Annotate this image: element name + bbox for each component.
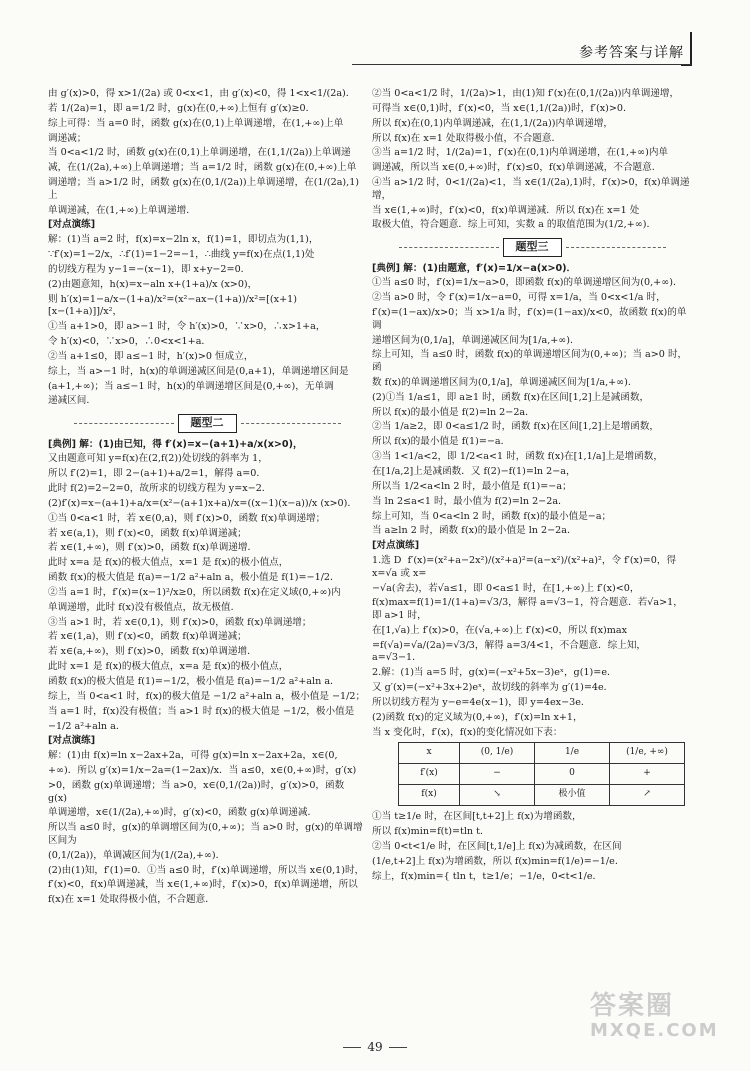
right-column [372,88,692,1028]
text-line: 综上可得：当 a=0 时，函数 g(x)在(0,1)上单调递增，在(1,+∞)上单 [48,117,344,129]
text-line: ①当 a+1>0，即 a>−1 时，令 h′(x)>0，∵x>0，∴x>1+a， [48,321,326,333]
text-line: ①当 t≥1/e 时，在区间[t,t+2]上 f(x)为增函数， [372,811,582,823]
text-line: 若 1/(2a)=1，即 a=1/2 时，g(x)在(0,+∞)上恒有 g′(x)≥0． [48,102,316,114]
text-line: (2)f′(x)=x−(a+1)+a/x=(x²−(a+1)x+a)/x=((x−1)(x−a))/x (x>0)． [48,497,357,509]
page-header [0,0,750,70]
text-line: 若 x∈(a,1)，则 f′(x)<0，函数 f(x)单调递减； [48,527,247,539]
text-line: f′(x)=(1−ax)/x>0；当 x>1/a 时，f′(x)=(1−ax)/x<0，故函数 f(x)的单调 [372,307,687,331]
text-line: >0，函数 g(x)单调递增；当 a>0，x∈(0,1/(2a))时，g′(x)>0，函数 g(x) [48,779,348,804]
text-line: 当 a=1 时，f(x)没有极值；当 a>1 时 f(x)的极大值是 −1/2，极小值是 [48,705,355,717]
table-cell: 0 [535,764,610,785]
table-cell: f′(x) [399,764,460,785]
text-line: f(x)在 x=1 处取得极小值，不合题意． [48,894,215,906]
text-line: 所以 f(x)min=f(t)=tln t． [372,826,490,838]
text-line: 数 f(x)的单调递增区间为(0,1/a]，单调递减区间为[1/a,+∞)． [372,376,638,388]
text-line: 若 x∈(a,+∞)，则 f′(x)>0，函数 f(x)单调递增． [48,646,257,658]
text-line: 综上可知，当 0<a<ln 2 时，函数 f(x)的最小值是−a； [372,510,612,522]
text-line: 减，在(1/(2a),+∞)上单调递增；当 a=1/2 时，函数 g(x)在(0,+∞)上单 [48,162,357,174]
text-line: 调递减，所以当 x∈(0,+∞)时，f′(x)≤0，f(x)单调递减，不合题意． [372,162,662,174]
text-line: ②当 0<a<1/2 时，1/(2a)>1，由(1)知 f′(x)在(0,1/(2a))内单调递增， [372,88,680,99]
watermark-line1: 答案圈 [590,991,675,1021]
text-line: 当 a≥ln 2 时，函数 f(x)的最小值是 ln 2−2a． [372,525,577,537]
text-line: ①当 a≤0 时，f′(x)=1/x−a>0，即函数 f(x)的单调递增区间为(0,+∞)． [372,277,683,289]
text-line: 递减区间． [48,395,96,407]
text-line: 当 x 变化时，f′(x)，f(x)的变化情况如下表： [372,726,563,738]
text-line: 函数 f(x)的极大值是 f(1)=−1/2，极小值是 f(a)=−1/2 a²+aln a． [48,676,340,688]
text-line: 此时 x=1 是 f(x)的极大值点，x=a 是 f(x)的极小值点， [48,661,289,673]
text-line: (a+1,+∞)；当 a≤−1 时，h(x)的单调递增区间是(0,+∞)，无单调 [48,380,334,392]
text-line: 则 h′(x)=1−a/x−(1+a)/x²=(x²−ax−(1+a))/x²=[(x+1)[x−(1+a)]]/x²， [48,293,297,318]
text-line: 的切线方程为 y−1=−(x−1)，即 x+y−2=0． [48,263,251,275]
table-cell: − [460,764,535,785]
text-line: 又 g′(x)=(−x²+3x+2)eˣ，故切线的斜率为 g′(1)=4e． [372,682,614,694]
text-line: 此时 x=a 是 f(x)的极大值点，x=1 是 f(x)的极小值点， [48,557,289,569]
text-line: ②当 a=1 时，f′(x)=(x−1)²/x≥0，所以函数 f(x)在定义域(0,+∞)内 [48,586,341,598]
page-number-text: 49 [337,1040,412,1054]
text-line: ②当 a>0 时，令 f′(x)=1/x−a=0，可得 x=1/a，当 0<x<1/a 时， [372,292,666,304]
table-cell: + [610,764,685,785]
text-line: (2)①当 1/a≤1，即 a≥1 时，函数 f(x)在区间[1,2]上是减函数， [372,391,650,403]
text-line: [对点演练] [48,735,96,747]
text-line: f(x)max=f(1)=1/(1+a)=√3/3，解得 a=√3−1，符合题意．若√a>1，即 a>1 时， [372,597,683,622]
header-bracket [681,32,692,66]
text-line: 所以当 1/2<a<ln 2 时，最小值是 f(1)=−a； [372,480,572,492]
text-line: 调递减； [48,132,87,144]
text-line: (2)函数 f(x)的定义域为(0,+∞)，f′(x)=ln x+1， [372,711,583,723]
text-line: 综上可知，当 a≤0 时，函数 f(x)的单调递增区间为(0,+∞)；当 a>0 时，函 [372,349,688,374]
text-line: 2.解：(1)当 a=5 时，g(x)=(−x²+5x−3)eˣ，g(1)=e． [372,667,617,679]
text-line: 在[1/a,2]上是减函数．又 f(2)−f(1)=ln 2−a， [372,466,576,478]
text-line: +∞)．所以 g′(x)=1/x−2a=(1−2ax)/x．当 a≤0，x∈(0,+∞)时，g′(x) [48,765,357,777]
text-line: 又由题意可知 y=f(x)在(2,f(2))处切线的斜率为 1， [48,453,268,465]
watermark-logo [590,989,728,1053]
table-cell: 1/e [535,743,610,764]
watermark-line2: MXQE.COM [590,1020,719,1042]
table-cell: 极小值 [535,785,610,806]
text-line: 令 h′(x)<0，∵x>0，∴0<x<1+a． [48,335,212,347]
text-line: 综上，当 a>−1 时，h(x)的单调递减区间是(0,a+1)，单调递增区间是 [48,365,349,377]
header-title: 参考答案与详解 [579,45,684,61]
text-line: (0,1/(2a))，单调减区间为(1/(2a),+∞)． [48,849,226,861]
text-line: [典例] 解：(1)由已知，得 f′(x)=x−(a+1)+a/x(x>0)， [48,438,303,450]
table-cell: x [399,743,460,764]
text-line: 若 x∈(1,a)，则 f′(x)<0，函数 f(x)单调递减； [48,631,247,643]
text-line: 综上，当 0<a<1 时，f(x)的极大值是 −1/2 a²+aln a，极小值是 −1/2； [48,690,366,702]
text-line: 所以当 a≤0 时，g(x)的单调增区间为(0,+∞)；当 a>0 时，g(x)的单调增区间为 [48,822,363,846]
section-title [48,414,366,433]
text-line: 所以 f(x)在 x=1 处取得极小值，不合题意． [372,132,562,144]
text-line: (2)由(1)知，f′(1)=0．①当 a≤0 时，f′(x)单调递增，所以当 x∈(0,1)时， [48,864,365,876]
header-rule [352,64,692,65]
text-line: 解：(1)由 f(x)=ln x−2ax+2a，可得 g(x)=ln x−2ax+2a，x∈(0, [48,750,338,762]
text-line: 由 g′(x)>0，得 x>1/(2a) 或 0<x<1，由 g′(x)<0，得 1<x<1/(2a)． [48,88,356,99]
text-line: 所以 f(x)在(0,1)内单调递减，在(1,1/(2a))内单调递增， [372,117,614,129]
text-line: 可得当 x∈(0,1)时，f′(x)<0，当 x∈(1,1/(2a))时，f′(x)>0． [372,102,633,114]
table-cell: (0, 1/e) [460,743,535,764]
table-cell: ↗ [610,785,685,806]
text-line: 所以 f′(2)=1，即 2−(a+1)+a/2=1，解得 a=0． [48,468,266,480]
text-line: 在[1,√a)上 f′(x)>0，在(√a,+∞)上 f′(x)<0，所以 f(x)max [372,624,627,636]
text-line: [对点演练] [48,219,96,231]
text-line: ②当 1/a≥2，即 0<a≤1/2 时，函数 f(x)在区间[1,2]上是增函数， [372,421,660,433]
text-line: ∵f′(x)=1−2/x，∴f′(1)=1−2=−1，∴曲线 y=f(x)在点(1,1)处 [48,249,315,261]
text-line: 取极大值，符合题意．综上可知，实数 a 的取值范围为(1/2,+∞)． [372,219,657,231]
text-line: −√a(舍去)，若√a≤1，即 0<a≤1 时，在[1,+∞)上 f′(x)<0， [372,582,640,594]
text-line: −1/2 a²+aln a． [48,720,126,732]
table-row [399,764,685,785]
text-line: f′(x)<0，f(x)单调递减，当 x∈(1,+∞)时，f′(x)>0，f(x)单调递增，所以 [48,879,358,891]
table-row [399,743,685,764]
text-line: 函数 f(x)的极大值是 f(a)=−1/2 a²+aln a，极小值是 f(1)=−1/2． [48,572,340,584]
text-line: (2)由题意知，h(x)=x−aln x+(1+a)/x (x>0)， [48,278,258,290]
table-cell: (1/e, +∞) [610,743,685,764]
text-line: 1.选 D f′(x)=(x²+a−2x²)/(x²+a)²=(a−x²)/(x²+a)²，令 f′(x)=0，得 x=√a 或 x= [372,555,680,579]
section-title-label: 题型二 [178,414,237,433]
table-cell: ↘ [460,785,535,806]
text-line: [典例] 解：(1)由题意，f′(x)=1/x−a(x>0)． [372,262,577,274]
text-line: 当 0<a<1/2 时，函数 g(x)在(0,1)上单调递增，在(1,1/(2a))上单调递 [48,147,351,159]
text-line: 当 ln 2≤a<1 时，最小值为 f(2)=ln 2−2a． [372,495,568,507]
text-line: 此时 f(2)=2−2=0，故所求的切线方程为 y=x−2． [48,483,272,495]
text-line: 综上，f(x)min={ tln t，t≥1/e；−1/e，0<t<1/e． [372,870,603,882]
text-line: 单调递减，在(1,+∞)上单调递增． [48,204,196,216]
text-line: [对点演练] [372,540,420,552]
text-line: 若 x∈(1,+∞)，则 f′(x)>0，函数 f(x)单调递增． [48,542,258,554]
section-title-label: 题型三 [503,238,562,257]
text-line: 递增区间为(0,1/a]，单调递减区间为[1/a,+∞)． [372,334,580,346]
text-line: ②当 0<t<1/e 时，在区间[t,1/e]上 f(x)为减函数，在区间 [372,840,622,852]
text-line: 所以切线方程为 y−e=4e(x−1)，即 y=4ex−3e． [372,696,591,708]
text-line: (1/e,t+2]上 f(x)为增函数，所以 f(x)min=f(1/e)=−1/e． [372,855,625,867]
text-line: =f(√a)=√a/(2a)=√3/3，解得 a=3/4<1，不合题意．综上知，a=√3−1． [372,639,647,664]
text-line: ③当 a>1 时，若 x∈(0,1)，则 f′(x)>0，函数 f(x)单调递增； [48,616,312,628]
text-line: 单调递增，x∈(1/(2a),+∞)时，g′(x)<0，函数 g(x)单调递减． [48,807,318,819]
text-line: 所以 f(x)的最小值是 f(1)=−a． [372,436,511,448]
left-column [48,88,366,1028]
table-row [399,785,685,806]
text-line: ④当 a>1/2 时，0<1/(2a)<1，当 x∈(1/(2a),1)时，f′(x)>0，f(x)单调递增， [372,177,690,201]
text-line: 当 x∈(1,+∞)时，f′(x)<0，f(x)单调递减．所以 f(x)在 x=1 处 [372,204,640,216]
text-line: 调递增；当 a>1/2 时，函数 g(x)在(0,1/(2a))上单调递增，在(1/(2a),1)上 [48,177,360,201]
text-line: 单调递增，此时 f(x)没有极值点，故无极值． [48,601,241,613]
text-line: ③当 a=1/2 时，1/(2a)=1，f′(x)在(0,1)内单调递增，在(1,+∞)内单 [372,147,669,159]
section-title [372,238,692,257]
text-line: ①当 0<a<1 时，若 x∈(0,a)，则 f′(x)>0，函数 f(x)单调递增； [48,512,326,524]
text-line: 所以 f(x)的最小值是 f(2)=ln 2−2a． [372,406,535,418]
variation-table [398,742,685,806]
text-line: ②当 a+1≤0，即 a≤−1 时，h′(x)>0 恒成立， [48,350,254,362]
text-line: 解：(1)当 a=2 时，f(x)=x−2ln x，f(1)=1，即切点为(1,1)， [48,234,319,246]
text-line: ③当 1<1/a<2，即 1/2<a<1 时，函数 f(x)在[1,1/a]上是增函数， [372,451,663,463]
table-cell: f(x) [399,785,460,806]
